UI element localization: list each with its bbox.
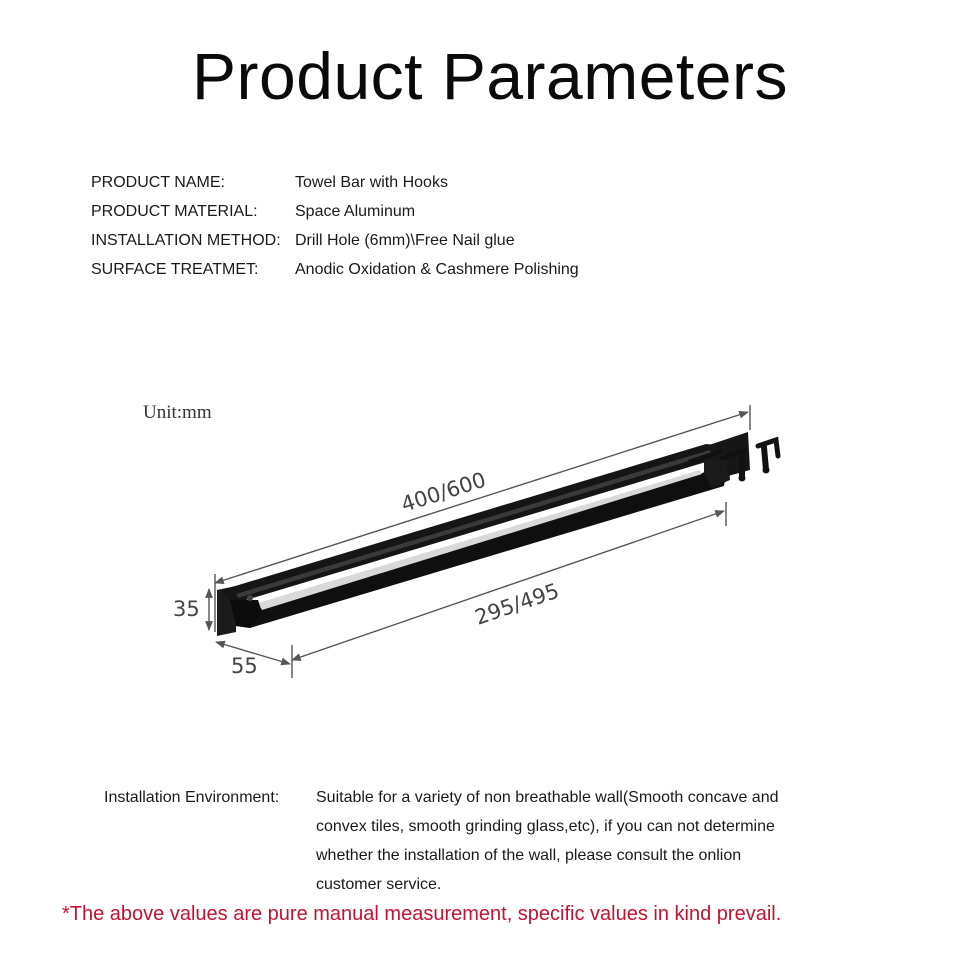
parameter-value: Towel Bar with Hooks	[295, 173, 448, 191]
parameter-label: PRODUCT MATERIAL:	[91, 202, 258, 220]
measurement-disclaimer: *The above values are pure manual measurement, specific values in kind prevail.	[62, 903, 782, 925]
environment-line: customer service.	[316, 876, 442, 893]
environment-line: whether the installation of the wall, please consult the onlion	[316, 847, 742, 864]
parameter-value: Drill Hole (6mm)\Free Nail glue	[295, 231, 515, 249]
parameter-label: PRODUCT NAME:	[91, 173, 225, 191]
parameter-row-product-name	[91, 168, 579, 197]
page-title: Product Parameters	[192, 39, 788, 113]
overall-length-label: 400/600	[398, 467, 489, 517]
installation-environment-label: Installation Environment:	[104, 789, 280, 806]
parameter-row-material	[91, 197, 579, 226]
installation-environment	[104, 783, 836, 899]
parameter-row-surface	[91, 255, 579, 284]
parameter-value: Anodic Oxidation & Cashmere Polishing	[295, 260, 579, 278]
environment-line: Suitable for a variety of non breathable wall(Smooth concave and	[316, 789, 779, 806]
environment-line: convex tiles, smooth grinding glass,etc), if you can not determine	[316, 818, 775, 835]
height-label: 35	[173, 597, 200, 621]
parameters-list	[91, 168, 579, 284]
parameter-row-installation	[91, 226, 579, 255]
parameter-label: INSTALLATION METHOD:	[91, 231, 281, 249]
product-dimension-diagram	[130, 385, 810, 695]
depth-label: 55	[231, 654, 258, 678]
parameter-label: SURFACE TREATMET:	[91, 260, 259, 278]
installation-environment-text	[316, 783, 836, 899]
inner-length-label: 295/495	[471, 578, 563, 630]
unit-label: Unit:mm	[143, 402, 212, 423]
parameter-value: Space Aluminum	[295, 202, 416, 220]
